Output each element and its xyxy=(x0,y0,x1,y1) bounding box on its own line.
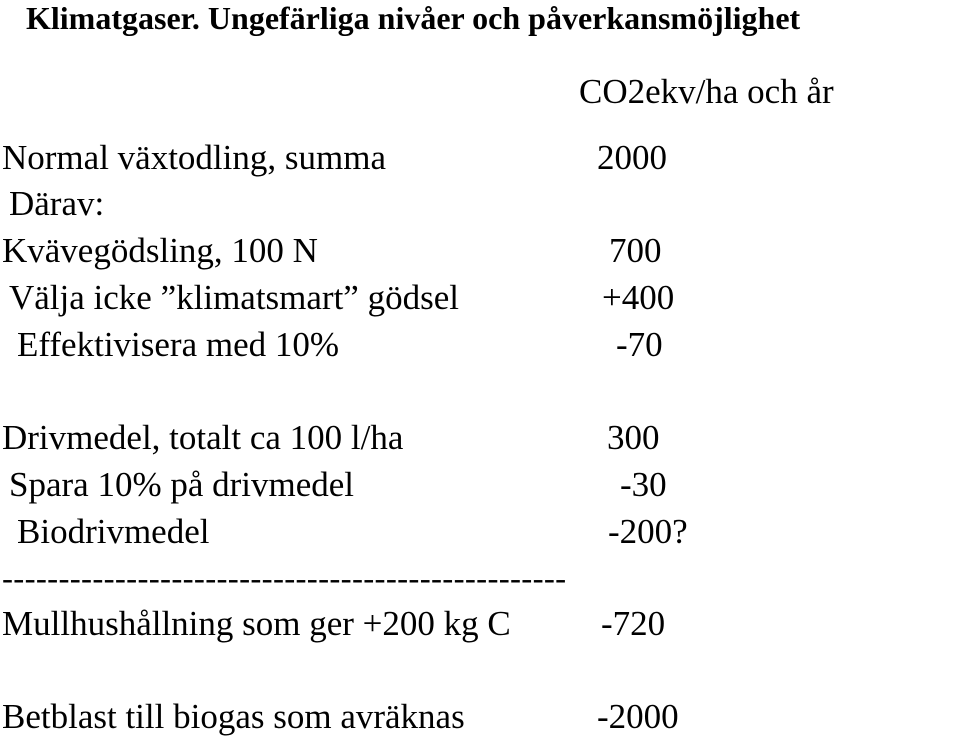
row-value: -30 xyxy=(620,465,667,504)
row-value: 2000 xyxy=(597,138,667,177)
row-value: 300 xyxy=(607,418,660,457)
row-value: -720 xyxy=(601,604,666,643)
row-label: Biodrivmedel xyxy=(17,512,210,551)
row-label: Effektivisera med 10% xyxy=(17,325,340,364)
row-label: Mullhushållning som ger +200 kg C xyxy=(2,604,511,643)
row-label: Betblast till biogas som avräknas xyxy=(2,697,465,736)
row-value: -2000 xyxy=(597,697,679,736)
row-label: Normal växtodling, summa xyxy=(2,138,386,177)
divider-line: -------------------------------------------------- xyxy=(2,561,567,597)
unit-header: CO2ekv/ha och år xyxy=(579,72,834,111)
row-label: Drivmedel, totalt ca 100 l/ha xyxy=(2,418,404,457)
row-value: +400 xyxy=(602,278,675,317)
slide-title: Klimatgaser. Ungefärliga nivåer och påverkansmöjlighet xyxy=(26,0,801,36)
row-label: Välja icke ”klimatsmart” gödsel xyxy=(9,278,459,317)
row-value: -70 xyxy=(616,325,663,364)
row-label: Därav: xyxy=(9,184,105,223)
row-value: -200? xyxy=(608,512,688,551)
row-label: Spara 10% på drivmedel xyxy=(9,465,355,504)
row-value: 700 xyxy=(609,231,662,270)
row-label: Kvävegödsling, 100 N xyxy=(2,231,318,270)
